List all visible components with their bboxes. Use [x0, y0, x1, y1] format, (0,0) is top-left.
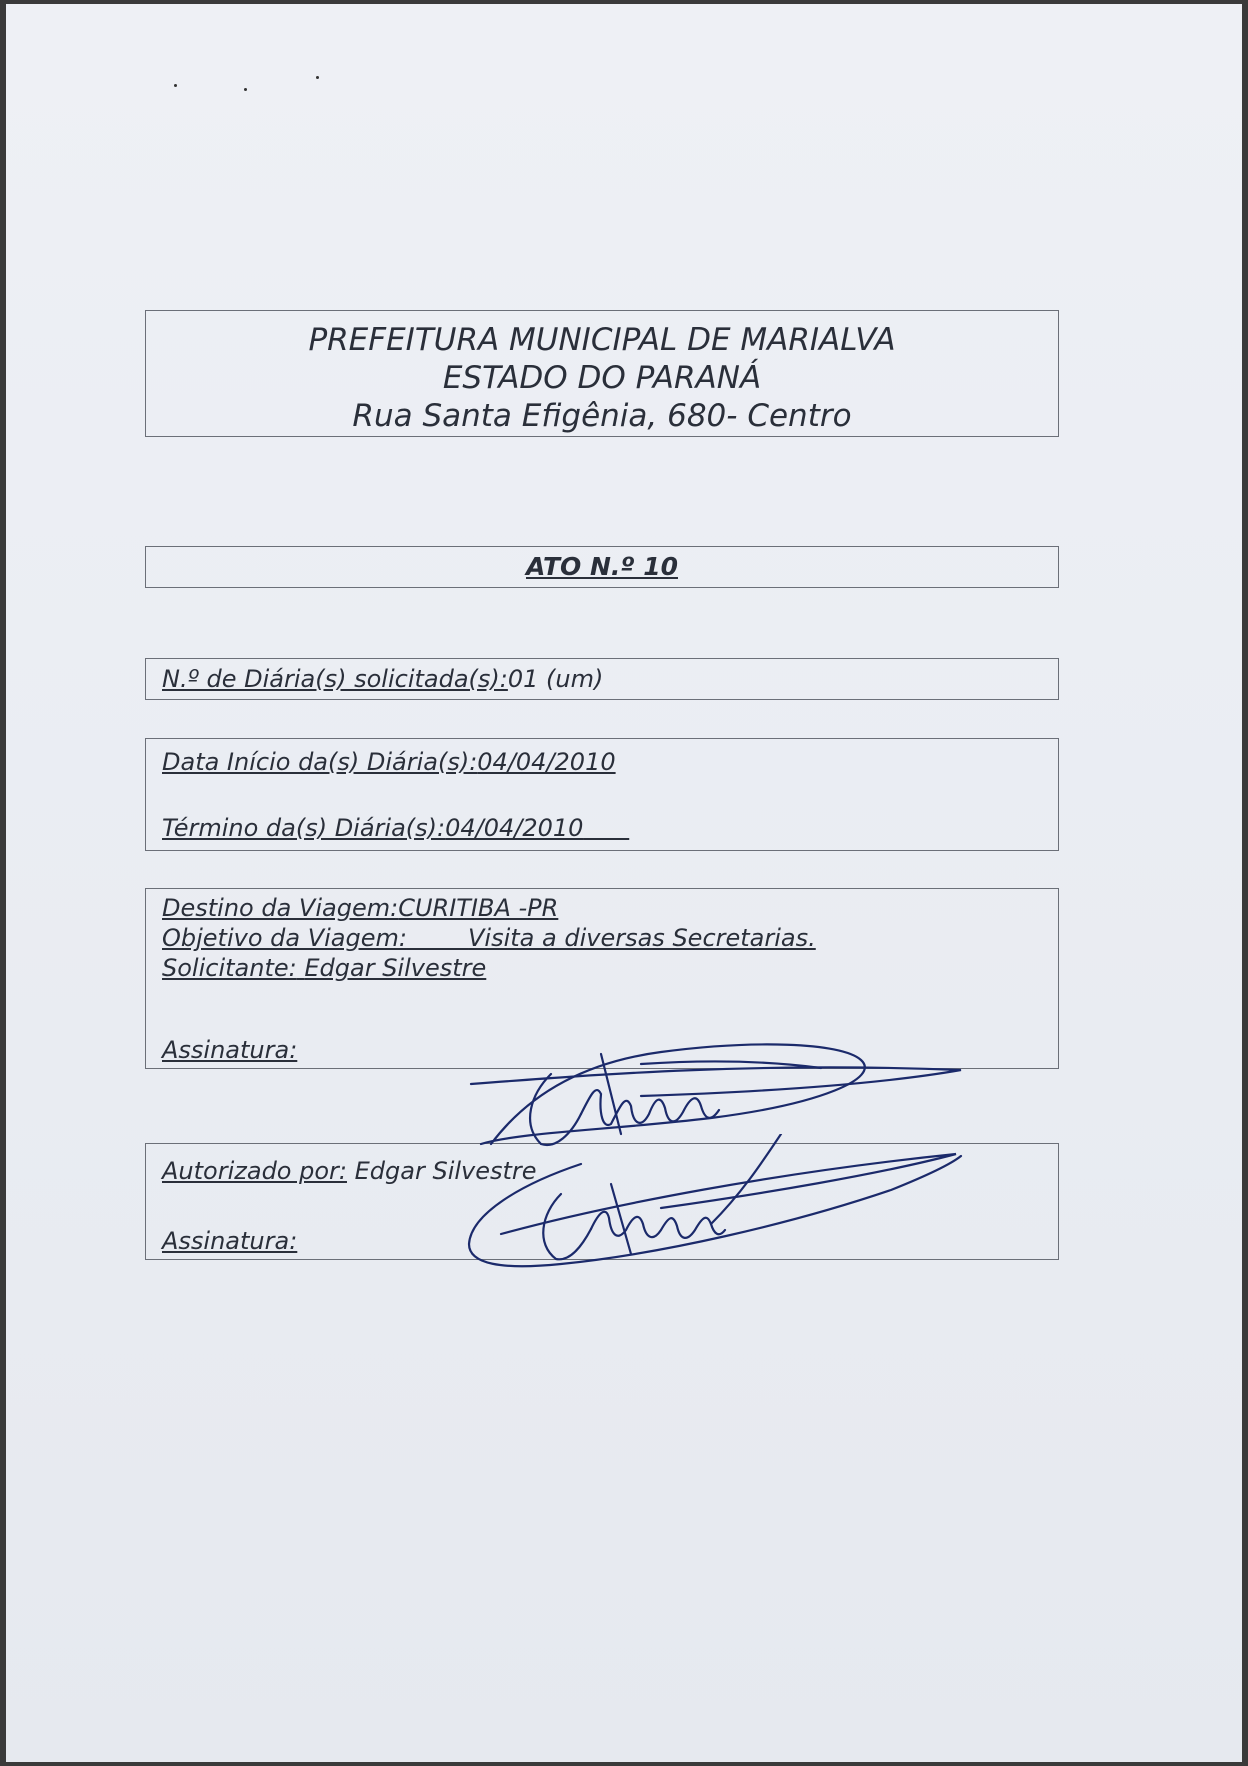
- autorizacao-box: [145, 1143, 1059, 1260]
- solicitante-value: Edgar Silvestre: [304, 954, 487, 982]
- scan-speck: [244, 88, 247, 91]
- destino-value: CURITIBA -PR: [398, 894, 559, 922]
- scan-speck: [316, 76, 319, 79]
- destino-label: Destino da Viagem:: [162, 894, 399, 922]
- header-box: [145, 310, 1059, 437]
- header-municipality: PREFEITURA MUNICIPAL DE MARIALVA: [308, 322, 896, 358]
- autorizado-label: Autorizado por:: [162, 1157, 347, 1185]
- autorizacao-assinatura-label: Assinatura:: [162, 1227, 298, 1255]
- autorizado-value: Edgar Silvestre: [354, 1157, 537, 1185]
- viagem-box: [145, 888, 1059, 1069]
- inicio-value: 04/04/2010: [477, 748, 616, 776]
- datas-box: [145, 738, 1059, 851]
- diarias-box: [145, 658, 1059, 700]
- objetivo-value: Visita a diversas Secretarias.: [468, 924, 816, 952]
- header-state: ESTADO DO PARANÁ: [442, 360, 762, 396]
- inicio-label: Data Início da(s) Diária(s):: [162, 748, 478, 776]
- termino-value: 04/04/2010: [445, 814, 584, 842]
- document-page: [6, 4, 1242, 1762]
- header-address: Rua Santa Efigênia, 680- Centro: [352, 398, 852, 434]
- ato-box: [145, 546, 1059, 588]
- diarias-value: 01 (um): [507, 665, 604, 693]
- termino-label: Término da(s) Diária(s):: [162, 814, 446, 842]
- solicitante-label: Solicitante:: [162, 954, 297, 982]
- objetivo-label: Objetivo da Viagem:: [162, 924, 407, 952]
- diarias-label: N.º de Diária(s) solicitada(s):: [162, 665, 508, 693]
- ato-title: ATO N.º 10: [526, 552, 678, 581]
- scan-speck: [174, 84, 177, 87]
- assinatura-label: Assinatura:: [162, 1036, 298, 1064]
